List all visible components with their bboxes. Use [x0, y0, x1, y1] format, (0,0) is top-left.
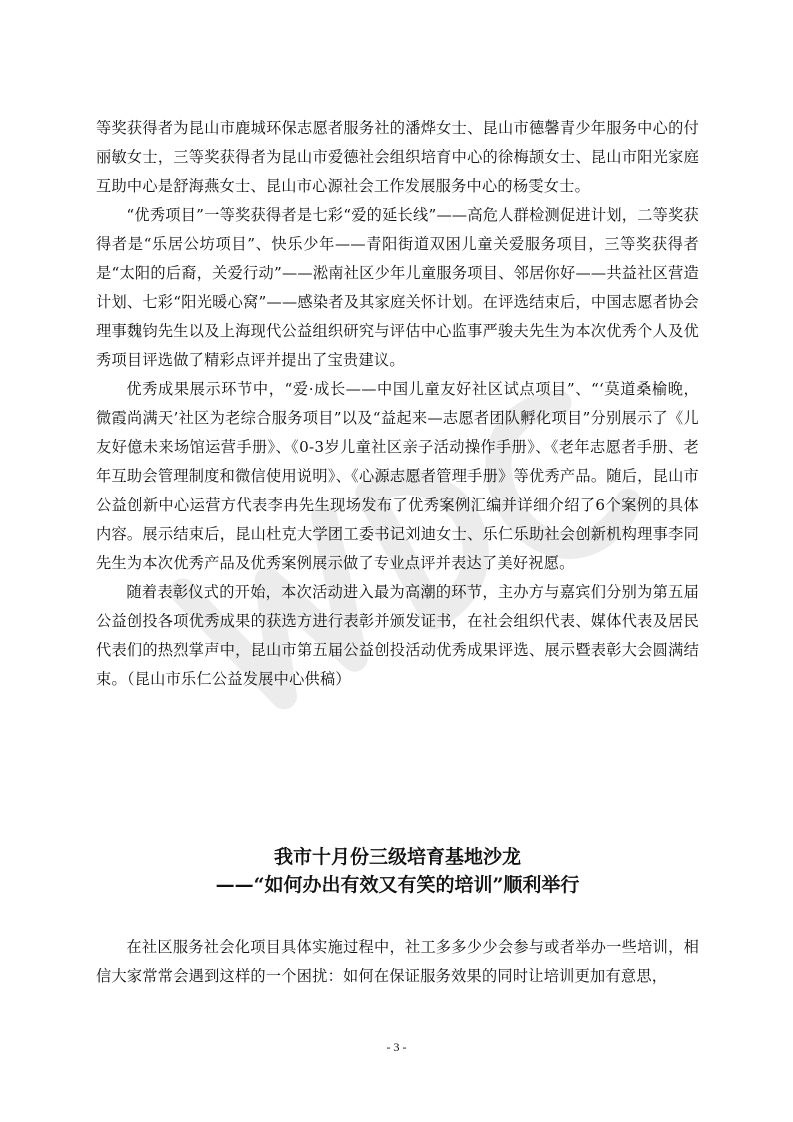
section-body: [96, 933, 699, 991]
paragraph-training-intro: 在社区服务社会化项目具体实施过程中，社工多多少少会参与或者举办一些培训，相信大家常常会遇到这样的一个困扰：如何在保证服务效果的同时让培训更加有意思，: [96, 938, 699, 985]
title-line-1: 我市十月份三级培育基地沙龙: [273, 846, 521, 868]
paragraph-ceremony: 随着表彰仪式的开始，本次活动进入最为高潮的环节，主办方与嘉宾们分别为第五届公益创投各项优秀成果的获选方进行表彰并颁发证书，在社会组织代表、媒体代表及居民代表们的热烈掌声中，昆山市第五届公益创投活动优秀成果评选、展示暨表彰大会圆满结束。（昆山市乐仁公益发展中心供稿）: [96, 583, 699, 688]
section-title: [96, 843, 699, 899]
paragraph-awards-individuals: 等奖获得者为昆山市鹿城环保志愿者服务社的潘烨女士、昆山市德馨青少年服务中心的付丽敏女士，三等奖获得者为昆山市爱德社会组织培育中心的徐梅颉女士、昆山市阳光家庭互助中心是舒海燕女士、昆山市心源社会工作发展服务中心的杨雯女士。: [96, 119, 699, 195]
paragraph-showcase: 优秀成果展示环节中，“爱·成长——中国儿童友好社区试点项目”、“‘莫道桑榆晚，微霞尚满天’社区为老综合服务项目”以及“益起来—志愿者团队孵化项目”分别展示了《儿友好億未来场馆运营手册》、《0-3岁儿童社区亲子活动操作手册》、《老年志愿者手册、老年互助会管理制度和微信使用说明》、《心源志愿者管理手册》等优秀产品。随后，昆山市公益创新中心运营方代表李冉先生现场发布了优秀案例汇编并详细介绍了6个案例的具体内容。展示结束后，昆山杜克大学团工委书记刘迪女士、乐仁乐助社会创新机构理事李同先生为本次优秀产品及优秀案例展示做了专业点评并表达了美好祝愿。: [96, 380, 699, 572]
title-line-2: ——“如何办出有效又有笑的培训”顺利举行: [215, 874, 580, 896]
paragraph-awards-projects: “优秀项目”一等奖获得者是七彩“爱的延长线”——高危人群检测促进计划，二等奖获得者是“乐居公坊项目”、快乐少年——青阳街道双困儿童关爱服务项目，三等奖获得者是“太阳的后裔，关爱行动”——淞南社区少年儿童服务项目、邻居你好——共益社区营造计划、七彩“阳光暖心窝”——感染者及其家庭关怀计划。在评选结束后，中国志愿者协会理事魏钧先生以及上海现代公益组织研究与评估中心监事严骏夫先生为本次优秀个人及优秀项目评选做了精彩点评并提出了宝贵建议。: [96, 206, 699, 369]
article-body: [96, 114, 699, 694]
page-number: - 3 -: [386, 1040, 407, 1054]
